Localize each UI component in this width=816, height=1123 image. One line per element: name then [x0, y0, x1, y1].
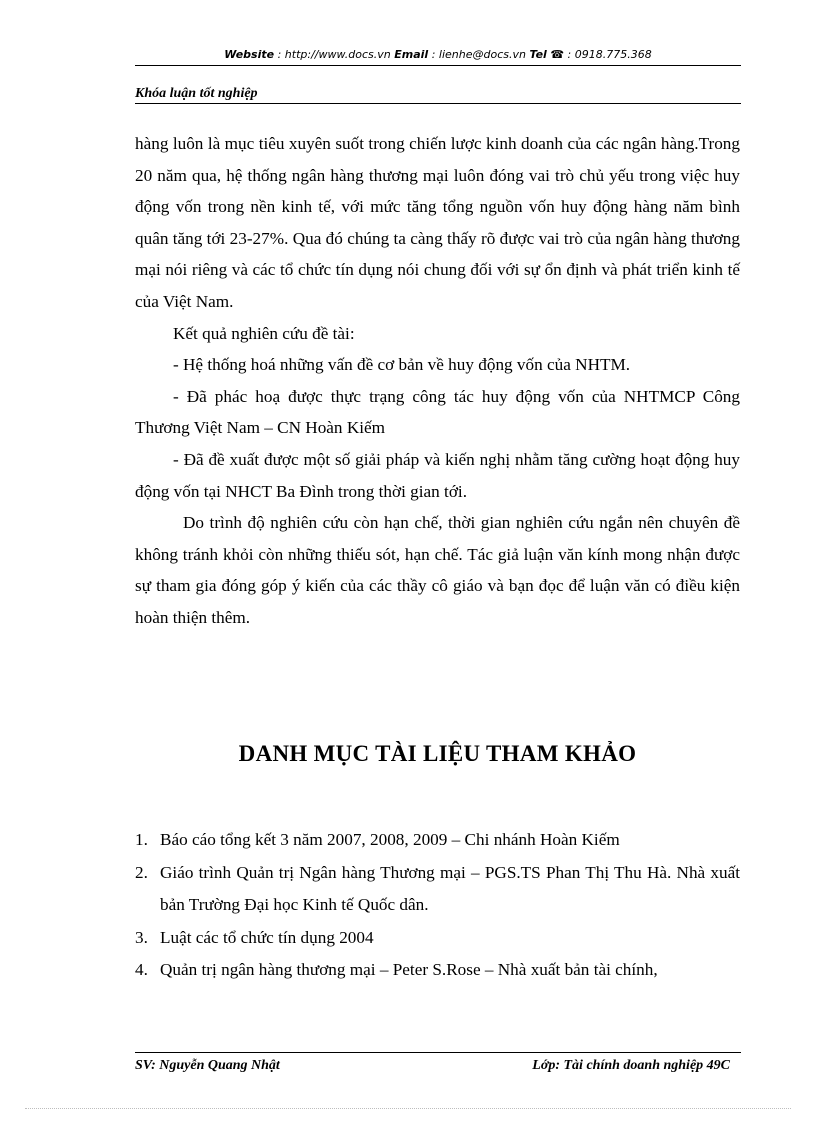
- reference-number: 4.: [135, 960, 148, 979]
- reference-item: [135, 824, 740, 857]
- header-rule-top: [135, 65, 741, 66]
- reference-text: Quản trị ngân hàng thương mại – Peter S.Rose – Nhà xuất bản tài chính,: [160, 960, 658, 979]
- email-address: : lienhe@docs.vn: [428, 48, 530, 61]
- body-paragraph: - Hệ thống hoá những vấn đề cơ bản về huy động vốn của NHTM.: [173, 355, 631, 375]
- header-rule-bottom: [135, 103, 741, 104]
- reference-item: [135, 954, 740, 987]
- body-paragraph: - Đã đề xuất được một số giải pháp và kiến nghị nhằm tăng cường hoạt động huy động vốn tại NHCT Ba Đình trong thời gian tới.: [135, 449, 740, 501]
- website-url: : http://www.docs.vn: [274, 48, 395, 61]
- body-paragraph: - Đã phác hoạ được thực trạng công tác huy động vốn của NHTMCP Công Thương Việt Nam – CN Hoàn Kiếm: [135, 386, 740, 438]
- email-label: Email: [394, 48, 429, 61]
- phone-icon: ☎: [550, 48, 565, 61]
- body-text: [135, 128, 740, 634]
- references-list: [135, 824, 740, 987]
- page-bottom-dotted-line: [25, 1108, 791, 1109]
- body-paragraph: hàng luôn là mục tiêu xuyên suốt trong chiến lược kinh doanh của các ngân hàng.Trong 20 năm qua, hệ thống ngân hàng thương mại luôn đóng vai trò chủ yếu trong việc huy động vốn trong nền kinh tế, với mức tăng tổng nguồn vốn huy động hàng năm bình quân tăng tới 23-27%. Qua đó chúng ta càng thấy rõ được vai trò của ngân hàng thương mại nói riêng và các tổ chức tín dụng nói chung đối với sự ổn định và phát triển kinh tế của Việt Nam.: [135, 134, 740, 311]
- tel-label: Tel: [529, 48, 547, 61]
- reference-text: Luật các tổ chức tín dụng 2004: [160, 927, 374, 947]
- reference-item: [135, 922, 740, 955]
- reference-number: 2.: [135, 862, 148, 882]
- body-paragraph: Kết quả nghiên cứu đề tài:: [173, 323, 355, 343]
- tel-number: : 0918.775.368: [564, 48, 652, 61]
- reference-item: [135, 857, 740, 922]
- body-paragraph: Do trình độ nghiên cứu còn hạn chế, thời gian nghiên cứu ngắn nên chuyên đề không tránh khỏi còn những thiếu sót, hạn chế. Tác giả luận văn kính mong nhận được sự tham gia đóng góp ý kiến của các thầy cô giáo và bạn đọc để luận văn có điều kiện hoàn thiện thêm.: [135, 513, 740, 627]
- reference-number: 1.: [135, 830, 148, 849]
- reference-text: Báo cáo tổng kết 3 năm 2007, 2008, 2009 – Chi nhánh Hoàn Kiếm: [160, 830, 620, 849]
- reference-number: 3.: [135, 927, 148, 947]
- references-title: DANH MỤC TÀI LIỆU THAM KHẢO: [238, 741, 637, 766]
- reference-text: Giáo trình Quản trị Ngân hàng Thương mại – PGS.TS Phan Thị Thu Hà. Nhà xuất bản Trường Đại học Kinh tế Quốc dân.: [160, 862, 740, 914]
- website-header: [135, 48, 741, 64]
- footer-rule: [135, 1052, 741, 1053]
- thesis-label: Khóa luận tốt nghiệp: [135, 86, 258, 101]
- footer-student: SV: Nguyễn Quang Nhật: [135, 1058, 280, 1073]
- footer-class: Lớp: Tài chính doanh nghiệp 49C: [532, 1058, 730, 1073]
- website-label: Website: [224, 48, 275, 61]
